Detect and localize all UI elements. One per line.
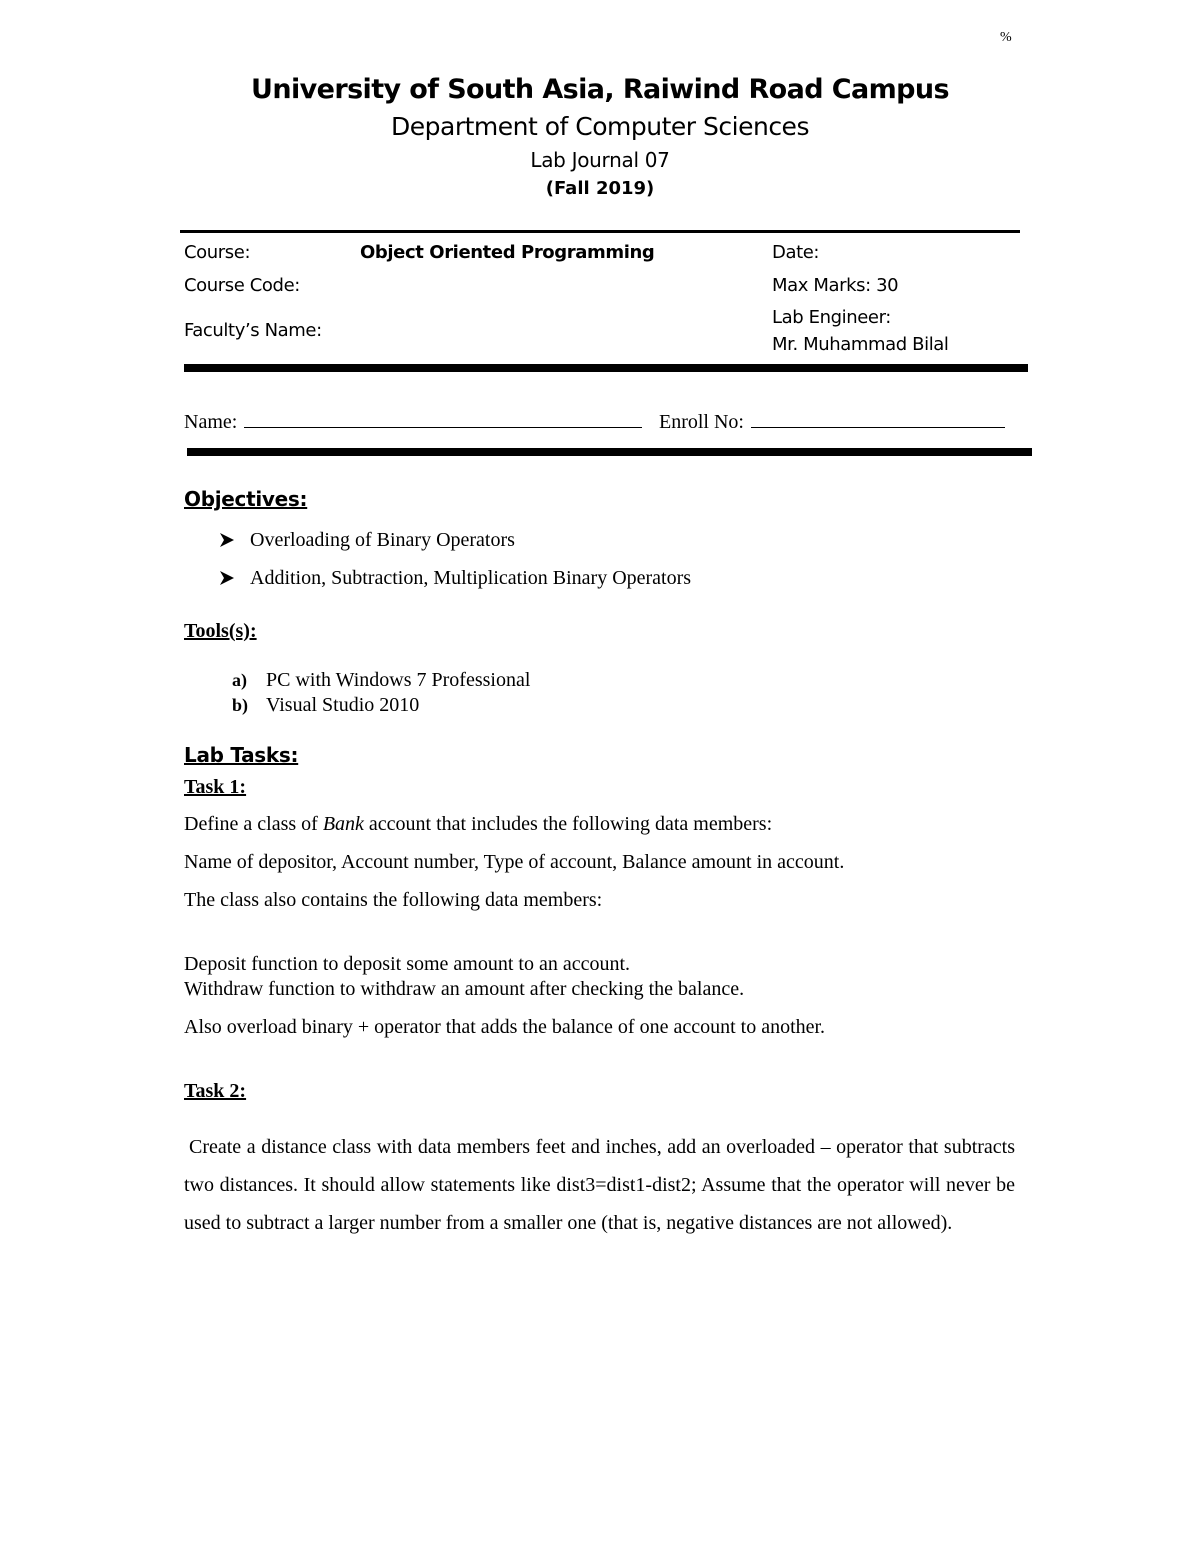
task1-heading: Task 1: (184, 776, 247, 798)
max-marks-label: Max Marks: 30 (772, 275, 899, 296)
lab-engineer-value: Mr. Muhammad Bilal (772, 334, 949, 355)
name-line (184, 409, 642, 434)
department-title: Department of Computer Sciences (391, 112, 809, 141)
task1-line-5: Withdraw function to withdraw an amount after checking the balance. (184, 978, 745, 1000)
tool-text: PC with Windows 7 Professional (266, 669, 531, 691)
tool-item (232, 694, 419, 717)
task1-bank-term: Bank (322, 813, 364, 835)
task1-line-1-pre: Define a class of (184, 813, 323, 835)
name-label: Name: (184, 411, 238, 433)
tool-marker: a) (232, 670, 247, 690)
task1-line-4: Deposit function to deposit some amount to an account. (184, 953, 631, 975)
journal-title: Lab Journal 07 (530, 148, 670, 172)
task1-line-1-post: account that includes the following data members: (363, 813, 773, 835)
task2-heading: Task 2: (184, 1080, 247, 1102)
enroll-blank[interactable] (751, 409, 1005, 428)
task1-line-1 (184, 813, 772, 836)
objective-text: Addition, Subtraction, Multiplication Binary Operators (250, 567, 692, 589)
objective-text: Overloading of Binary Operators (250, 529, 515, 551)
course-info-bottom-rule (184, 364, 1028, 372)
top-rule (180, 230, 1020, 233)
objectives-heading: Objectives: (184, 487, 308, 511)
task1-line-3: The class also contains the following data members: (184, 889, 603, 911)
lab-tasks-heading: Lab Tasks: (184, 743, 299, 767)
task1-line-6: Also overload binary + operator that adds the balance of one account to another. (184, 1016, 826, 1038)
task1-line-2: Name of depositor, Account number, Type of account, Balance amount in account. (184, 851, 845, 873)
date-label: Date: (772, 242, 820, 263)
name-blank[interactable] (244, 409, 642, 428)
arrow-bullet-icon (219, 529, 245, 552)
university-title: University of South Asia, Raiwind Road Campus (251, 74, 949, 105)
objective-item (219, 567, 691, 590)
faculty-name-label: Faculty’s Name: (184, 320, 322, 341)
course-value: Object Oriented Programming (360, 242, 655, 263)
page-number: % (1000, 30, 1012, 45)
task2-paragraph: Create a distance class with data members feet and inches, add an overloaded – operator that subtracts two distances. It should allow statements like dist3=dist1-dist2; Assume that the operator will never be used to subtract a larger number from a smaller one (that is, negative distances are not allowed). (184, 1136, 1015, 1234)
enroll-label: Enroll No: (659, 411, 744, 433)
student-bottom-rule (187, 448, 1032, 456)
tools-heading: Tools(s): (184, 620, 257, 642)
term-title: (Fall 2019) (545, 178, 655, 199)
arrow-bullet-icon (219, 567, 245, 590)
tool-item (232, 669, 530, 692)
enroll-line (659, 409, 1005, 434)
lab-engineer-label: Lab Engineer: (772, 307, 891, 328)
tool-marker: b) (232, 695, 249, 715)
course-label: Course: (184, 242, 251, 263)
course-code-label: Course Code: (184, 275, 300, 296)
objective-item (219, 529, 515, 552)
tool-text: Visual Studio 2010 (266, 694, 420, 716)
